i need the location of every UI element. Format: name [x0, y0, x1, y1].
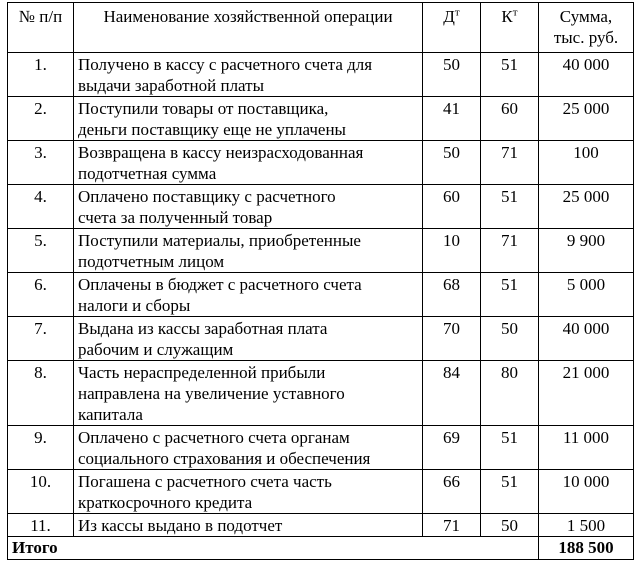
row-debit: 10 — [423, 229, 481, 273]
row-sum: 9 900 — [539, 229, 634, 273]
header-debit — [423, 3, 481, 53]
row-description-line: Поступили материалы, приобретенные — [78, 231, 361, 250]
row-sum: 21 000 — [539, 361, 634, 426]
table-row — [8, 97, 634, 141]
row-number: 5. — [8, 229, 74, 273]
row-sum: 40 000 — [539, 53, 634, 97]
row-description-line: деньги поставщику еще не уплачены — [78, 120, 346, 139]
row-sum: 1 500 — [539, 514, 634, 537]
row-credit: 60 — [481, 97, 539, 141]
row-credit: 50 — [481, 514, 539, 537]
row-number: 3. — [8, 141, 74, 185]
row-description-line: Оплачены в бюджет с расчетного счета — [78, 275, 362, 294]
row-description — [74, 361, 423, 426]
row-sum: 5 000 — [539, 273, 634, 317]
row-description — [74, 229, 423, 273]
row-description — [74, 185, 423, 229]
row-number: 2. — [8, 97, 74, 141]
table-row — [8, 141, 634, 185]
row-description — [74, 273, 423, 317]
row-description-line: счета за полученный товар — [78, 208, 273, 227]
row-number: 8. — [8, 361, 74, 426]
row-description-line: Оплачено поставщику с расчетного — [78, 187, 336, 206]
row-number: 10. — [8, 470, 74, 514]
row-debit: 69 — [423, 426, 481, 470]
header-sum-line2: тыс. руб. — [553, 28, 619, 47]
row-description-line: капитала — [78, 405, 143, 424]
total-label: Итого — [8, 537, 539, 560]
row-sum: 25 000 — [539, 97, 634, 141]
table-row — [8, 514, 634, 537]
operations-table — [7, 2, 634, 560]
row-debit: 50 — [423, 141, 481, 185]
row-description-line: налоги и сборы — [78, 296, 191, 315]
row-credit: 80 — [481, 361, 539, 426]
row-sum: 11 000 — [539, 426, 634, 470]
table-row — [8, 53, 634, 97]
row-credit: 51 — [481, 53, 539, 97]
table-row — [8, 185, 634, 229]
row-description — [74, 141, 423, 185]
row-number: 7. — [8, 317, 74, 361]
row-description-line: Получено в кассу с расчетного счета для — [78, 55, 373, 74]
row-sum: 100 — [539, 141, 634, 185]
row-description — [74, 317, 423, 361]
row-credit: 71 — [481, 141, 539, 185]
row-description-line: рабочим и служащим — [78, 340, 234, 359]
row-description-line: выдачи заработной платы — [78, 76, 265, 95]
row-credit: 71 — [481, 229, 539, 273]
row-description-line: Оплачено с расчетного счета органам — [78, 428, 350, 447]
row-description — [74, 97, 423, 141]
row-description-line: подотчетным лицом — [78, 252, 225, 271]
row-description — [74, 514, 423, 537]
row-description-line: направлена на увеличение уставного — [78, 384, 345, 403]
header-num: № п/п — [8, 3, 74, 53]
row-debit: 84 — [423, 361, 481, 426]
row-debit: 71 — [423, 514, 481, 537]
header-row — [8, 3, 634, 53]
table-row — [8, 426, 634, 470]
header-credit-sup: т — [512, 6, 518, 19]
row-description-line: Выдана из кассы заработная плата — [78, 319, 328, 338]
row-credit: 51 — [481, 273, 539, 317]
table-row — [8, 470, 634, 514]
row-description — [74, 53, 423, 97]
row-debit: 70 — [423, 317, 481, 361]
row-description-line: социального страхования и обеспечения — [78, 449, 371, 468]
row-credit: 51 — [481, 470, 539, 514]
header-sum-line1: Сумма, — [559, 7, 613, 26]
row-description-line: Возвращена в кассу неизрасходованная — [78, 143, 364, 162]
row-debit: 41 — [423, 97, 481, 141]
row-debit: 60 — [423, 185, 481, 229]
row-number: 1. — [8, 53, 74, 97]
row-credit: 51 — [481, 185, 539, 229]
row-number: 9. — [8, 426, 74, 470]
header-description: Наименование хозяйственной операции — [74, 3, 423, 53]
row-sum: 40 000 — [539, 317, 634, 361]
row-number: 11. — [8, 514, 74, 537]
row-description-line: краткосрочного кредита — [78, 493, 253, 512]
row-description-line: Погашена с расчетного счета часть — [78, 472, 332, 491]
operations-body — [8, 53, 634, 537]
row-description-line: Из кассы выдано в подотчет — [78, 516, 283, 535]
header-credit — [481, 3, 539, 53]
row-sum: 25 000 — [539, 185, 634, 229]
total-sum: 188 500 — [539, 537, 634, 560]
row-credit: 51 — [481, 426, 539, 470]
row-debit: 50 — [423, 53, 481, 97]
table-row — [8, 229, 634, 273]
row-sum: 10 000 — [539, 470, 634, 514]
row-description-line: Часть нераспределенной прибыли — [78, 363, 326, 382]
row-description — [74, 470, 423, 514]
row-number: 6. — [8, 273, 74, 317]
table-row — [8, 361, 634, 426]
header-credit-letter: К — [501, 7, 513, 26]
row-debit: 68 — [423, 273, 481, 317]
header-debit-sup: т — [454, 6, 460, 19]
row-description-line: подотчетная сумма — [78, 164, 217, 183]
table-row — [8, 317, 634, 361]
total-row — [8, 537, 634, 560]
row-debit: 66 — [423, 470, 481, 514]
table-row — [8, 273, 634, 317]
header-sum — [539, 3, 634, 53]
row-number: 4. — [8, 185, 74, 229]
row-credit: 50 — [481, 317, 539, 361]
row-description — [74, 426, 423, 470]
row-description-line: Поступили товары от поставщика, — [78, 99, 329, 118]
header-debit-letter: Д — [443, 7, 455, 26]
